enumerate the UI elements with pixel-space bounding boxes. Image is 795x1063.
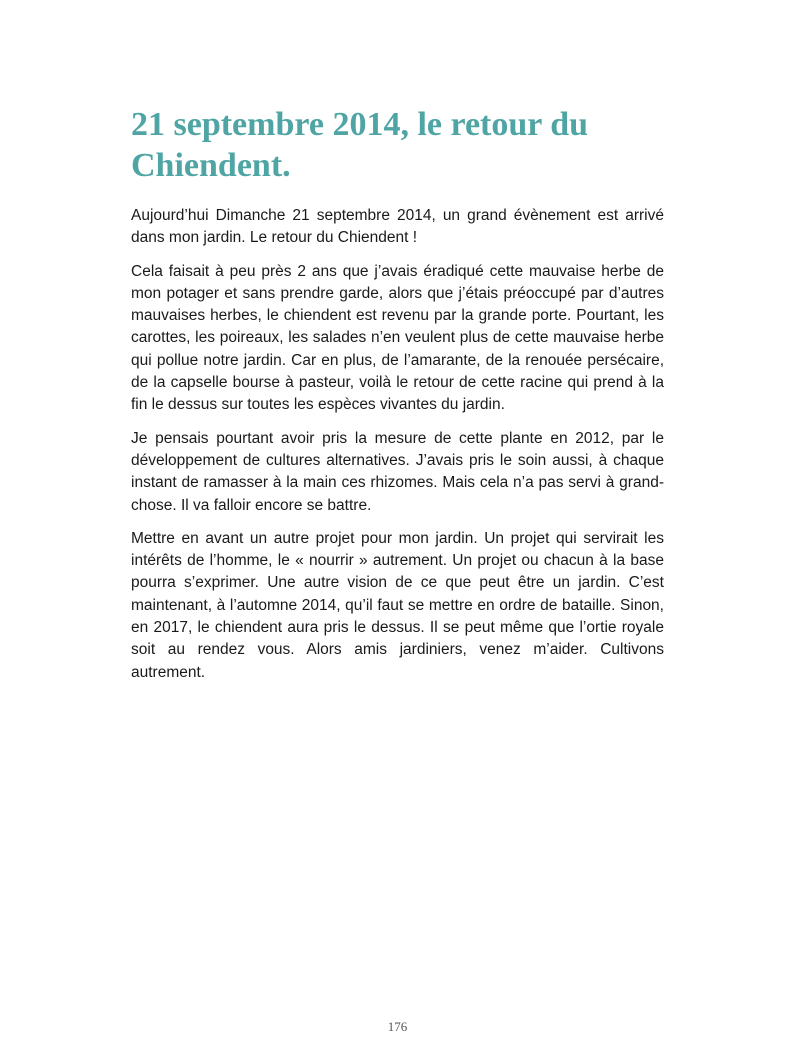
paragraph-2: Cela faisait à peu près 2 ans que j’avais éradiqué cette mauvaise herbe de mon potager et sans prendre garde, alors que j’étais préoccupé par d’autres mauvaises herbes, le chiendent est revenu par la grande porte. Pourtant, les carottes, les poireaux, les salades n’en veulent plus de cette mauvaise herbe qui pollue notre jardin. Car en plus, de l’amarante, de la renouée persécaire, de la capselle bourse à pasteur, voilà le retour de cette racine qui prend à la fin le dessus sur toutes les espèces vivantes du jardin. [131,262,664,414]
paragraph-4: Mettre en avant un autre projet pour mon jardin. Un projet qui servirait les intérêts de l’homme, le « nourrir » autrement. Un projet ou chacun à la base pourra s’exprimer. Une autre vision de ce que peut être un jardin. C’est maintenant, à l’automne 2014, qu’il faut se mettre en ordre de bataille. Sinon, en 2017, le chiendent aura pris le dessus. Il se peut même que l’ortie royale soit au rendez vous. Alors amis jardiniers, venez m’aider. Cultivons autrement. [131,529,664,681]
article-body [131,205,664,695]
page-title: 21 septembre 2014, le retour du Chiendent. [131,106,589,184]
paragraph-3: Je pensais pourtant avoir pris la mesure de cette plante en 2012, par le développement de cultures alternatives. J’avais pris le soin aussi, à chaque instant de ramasser à la main ces rhizomes. Mais cela n’a pas servi à grand-chose. Il va falloir encore se battre. [131,429,664,514]
paragraph-1: Aujourd’hui Dimanche 21 septembre 2014, un grand évènement est arrivé dans mon jardin. Le retour du Chiendent ! [131,207,664,247]
page-number: 176 [387,1019,408,1034]
